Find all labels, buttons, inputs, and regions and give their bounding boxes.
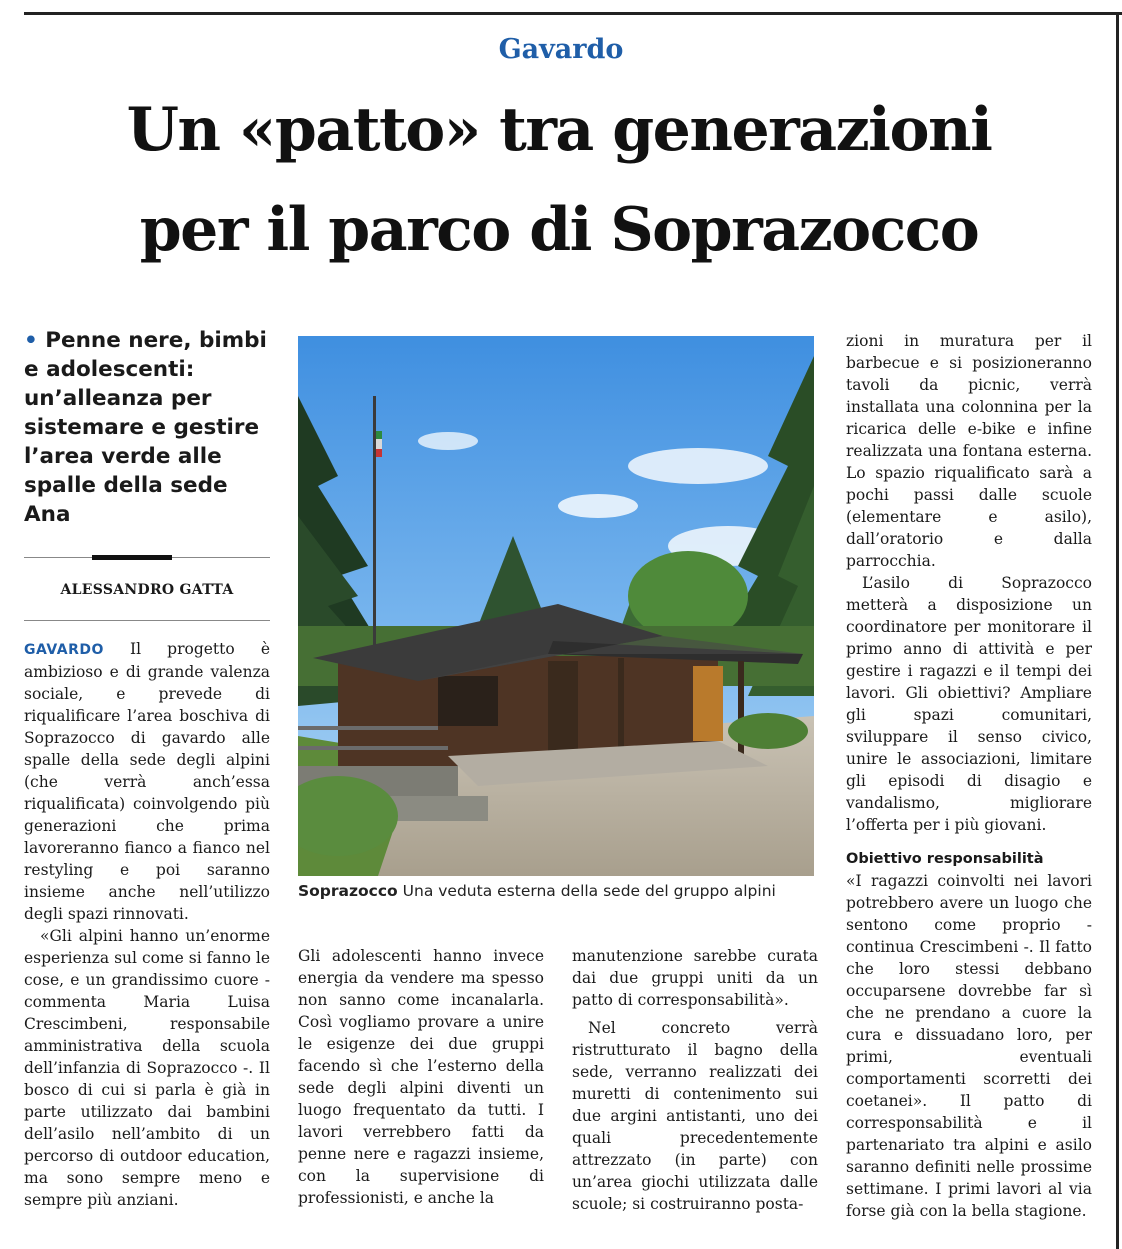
byline-divider [24, 620, 270, 621]
right-rule [1116, 12, 1119, 1249]
article-paragraph: Nel concreto verrà ristrutturato il bagno della sede, verranno realizzati dei muretti di contenimento sui due argini antistanti, uno dei quali precedentemente attrezzato (in parte) con un’area giochi utilizzata dalle scuole; si costruiranno posta- [572, 1019, 818, 1213]
article-paragraph: «Gli alpini hanno un’enorme esperienza sul come si fanno le cose, e un grandissimo cuore - commenta Maria Luisa Crescimbeni, responsabile amministrativa della scuola dell’infanzia di Soprazocco -. Il bosco di cui si parla è già in parte utilizzato dai bambini dell’asilo nell’ambito di un percorso di outdoor education, ma sono sempre meno e sempre più anziani. [24, 927, 270, 1209]
photo-caption [298, 882, 818, 900]
top-rule [24, 12, 1122, 15]
caption-place: Soprazocco [298, 882, 398, 900]
article-paragraph [24, 638, 270, 925]
article-paragraph: manutenzione sarebbe curata dai due gruppi uniti da un patto di corresponsabilità». [572, 947, 818, 1009]
article-paragraph: «I ragazzi coinvolti nei lavori potrebbero avere un luogo che sentono come proprio - continua Crescimbeni -. Il fatto che loro stessi debbano occuparsene dovrebbe far sì che ne prendano a cuore la cura e dissuadano loro, per primi, eventuali comportamenti scorretti dei coetanei». Il patto di corresponsabilità e il partenariato tra alpini e asilo saranno definiti nelle prossime settimane. I primi lavori al via forse già con la bella stagione. [846, 872, 1092, 1220]
article-paragraph: zioni in muratura per il barbecue e si posizioneranno tavoli da picnic, verrà installata una colonnina per la ricarica delle e-bike e infine realizzata una fontana esterna. Lo spazio riqualificato sarà a pochi passi dalle scuole (elementare e asilo), dall’oratorio e dalla parrocchia. [846, 332, 1092, 570]
subhead-divider-accent [92, 555, 172, 560]
section-kicker: Gavardo [498, 34, 624, 65]
article-paragraph: Gli adolescenti hanno invece energia da vendere ma spesso non sanno come incanalarla. Così vogliamo provare a unire le esigenze dei due gruppi facendo sì che l’esterno della sede degli alpini diventi un luogo frequentato da tutti. I lavori verrebbero fatti da penne nere e ragazzi insieme, con la supervisione di professionisti, e anche la [298, 947, 544, 1207]
caption-text: Una veduta esterna della sede del gruppo alpini [402, 882, 776, 900]
article-column-2 [298, 945, 544, 1225]
article-column-4 [846, 330, 1092, 1225]
headline [24, 80, 1094, 280]
subheadline-text: Penne nere, bimbi e adolescenti: un’alleanza per sistemare e gestire l’area verde alle spalle della sede Ana [24, 328, 267, 527]
article-column-1 [24, 638, 270, 1218]
article-column-3 [572, 945, 818, 1225]
paragraph-text: Il progetto è ambizioso e di grande valenza sociale, e prevede di riqualificare l’area boschiva di Soprazocco di gavardo alle spalle della sede degli alpini (che verrà anch’essa riqualificata) coinvolgendo più generazioni che prima lavoreranno fianco a fianco nel restyling e poi saranno insieme anche nell’utilizzo degli spazi rinnovati. [24, 640, 270, 923]
dateline: GAVARDO [24, 642, 104, 658]
byline: ALESSANDRO GATTA [60, 582, 234, 598]
article-paragraph: L’asilo di Soprazocco metterà a disposizione un coordinatore per monitorare il primo anno di attività e per gestire i ragazzi e il tempi dei lavori. Gli obiettivi? Ampliare gli spazi comunitari, sviluppare il senso civico, unire le associazioni, limitare gli episodi di disagio e vandalismo, migliorare l’offerta per i più giovani. [846, 574, 1092, 834]
headline-line-1: Un «patto» tra generazioni [126, 95, 992, 165]
bullet-icon: • [24, 328, 38, 353]
section-heading: Obiettivo responsabilità [846, 851, 1044, 867]
article-photo [298, 336, 814, 876]
subheadline [24, 326, 274, 529]
photo-alpini-hut [298, 336, 814, 876]
headline-line-2: per il parco di Soprazocco [139, 195, 979, 265]
